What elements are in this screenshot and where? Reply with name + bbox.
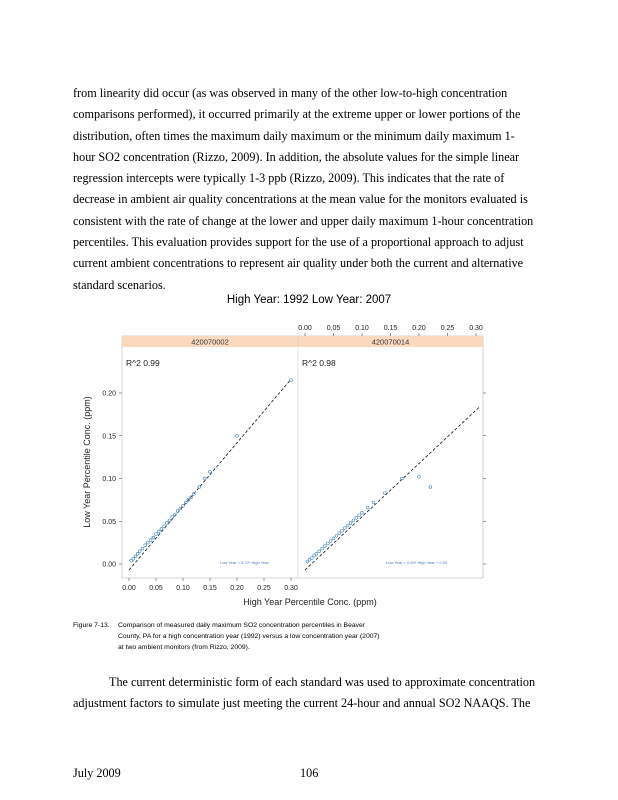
data-point bbox=[429, 486, 432, 489]
footer-date: July 2009 bbox=[73, 766, 121, 780]
data-point bbox=[346, 524, 349, 527]
data-point bbox=[366, 506, 369, 509]
fit-label: Low Year = 0.72* High Year bbox=[220, 560, 269, 565]
data-point bbox=[144, 544, 147, 547]
data-point bbox=[324, 545, 327, 548]
text-line: adjustment factors to simulate just meeting the current 24-hour and annual SO2 NAAQS. The bbox=[73, 696, 531, 711]
figure-title: High Year: 1992 Low Year: 2007 bbox=[226, 294, 392, 306]
caption-line: at two ambient monitors (from Rizzo, 2009). bbox=[118, 644, 250, 651]
text-line: current ambient concentrations to represent air quality under both the current and alternative bbox=[73, 256, 524, 271]
data-point bbox=[326, 542, 329, 545]
x-tick-label: 0.10 bbox=[176, 585, 190, 592]
top-x-tick-label: 0.30 bbox=[469, 325, 483, 332]
data-point bbox=[176, 510, 179, 513]
data-point bbox=[236, 434, 239, 437]
y-axis-label: Low Year Percentile Conc. (ppm) bbox=[82, 396, 92, 528]
caption-line: County, PA for a high concentration year (1992) versus a low concentration year (2007) bbox=[118, 633, 380, 640]
text-line: decrease in ambient air quality concentrations at the mean value for the monitors evaluated is bbox=[73, 192, 528, 207]
text-line: hour SO2 concentration (Rizzo, 2009). In addition, the absolute values for the simple linear bbox=[73, 149, 520, 164]
y-tick-label: 0.05 bbox=[102, 518, 116, 526]
data-point bbox=[138, 550, 141, 553]
data-point bbox=[163, 525, 166, 528]
data-point bbox=[372, 501, 375, 504]
y-tick-label: 0.00 bbox=[102, 561, 116, 569]
fit-label: Low Year = 0.60* High Year + 0.00 bbox=[386, 560, 448, 565]
top-x-tick-label: 0.05 bbox=[326, 325, 341, 332]
top-x-tick-label: 0.25 bbox=[440, 325, 455, 332]
data-point bbox=[361, 511, 364, 514]
data-point bbox=[209, 470, 212, 473]
data-point bbox=[332, 537, 335, 540]
data-point bbox=[165, 522, 168, 525]
data-point bbox=[349, 522, 352, 525]
data-point bbox=[134, 555, 137, 558]
data-point bbox=[344, 527, 347, 530]
text-line: The current deterministic form of each standard was used to approximate concentration bbox=[109, 675, 536, 689]
top-x-tick-label: 0.20 bbox=[412, 325, 426, 332]
data-point bbox=[310, 557, 313, 560]
data-point bbox=[141, 547, 144, 550]
plot-frame bbox=[122, 336, 483, 578]
data-point bbox=[160, 528, 163, 531]
r2-label: R^2 0.98 bbox=[302, 358, 336, 368]
figure-caption bbox=[73, 620, 553, 653]
top-x-tick-label: 0.00 bbox=[298, 325, 312, 332]
data-point bbox=[329, 540, 332, 543]
page-number: 106 bbox=[300, 766, 319, 780]
data-point bbox=[315, 552, 318, 555]
data-point bbox=[418, 475, 421, 478]
y-tick-label: 0.20 bbox=[102, 390, 116, 398]
data-point bbox=[318, 550, 321, 553]
x-tick-label: 0.05 bbox=[149, 585, 163, 592]
data-point bbox=[335, 534, 338, 537]
x-tick-label: 0.25 bbox=[257, 585, 271, 592]
body-paragraph-2 bbox=[73, 672, 551, 715]
data-point bbox=[168, 519, 171, 522]
data-point bbox=[171, 516, 174, 519]
data-point bbox=[321, 547, 324, 550]
top-x-tick-label: 0.15 bbox=[383, 325, 398, 332]
data-point bbox=[155, 533, 158, 536]
r2-label: R^2 0.99 bbox=[126, 358, 160, 368]
data-point bbox=[132, 557, 135, 560]
x-tick-label: 0.15 bbox=[203, 585, 217, 592]
x-tick-label: 0.00 bbox=[122, 585, 136, 592]
data-point bbox=[341, 529, 344, 532]
data-point bbox=[182, 504, 185, 507]
fit-line bbox=[129, 380, 290, 570]
top-x-tick-label: 0.10 bbox=[355, 325, 369, 332]
text-line: from linearity did occur (as was observed in many of the other low-to-high concentration bbox=[73, 86, 508, 100]
data-point bbox=[383, 492, 386, 495]
caption-label: Figure 7-13. bbox=[73, 622, 110, 629]
data-point bbox=[355, 516, 358, 519]
data-point bbox=[192, 492, 195, 495]
x-axis-label: High Year Percentile Conc. (ppm) bbox=[243, 597, 377, 607]
data-point bbox=[203, 477, 206, 480]
data-point bbox=[290, 379, 293, 382]
caption-line: Comparison of measured daily maximum SO2 concentration percentiles in Beaver bbox=[118, 622, 366, 629]
data-point bbox=[352, 519, 355, 522]
y-tick-label: 0.15 bbox=[102, 433, 116, 441]
data-point bbox=[358, 514, 361, 517]
x-tick-label: 0.30 bbox=[284, 585, 298, 592]
text-line: percentiles. This evaluation provides support for the use of a proportional approach to adjust bbox=[73, 235, 524, 250]
text-line: consistent with the rate of change at the lower and upper daily maximum 1-hour concentration bbox=[73, 213, 534, 228]
data-point bbox=[157, 530, 160, 533]
data-point bbox=[136, 552, 139, 555]
data-point bbox=[152, 536, 155, 539]
text-line: distribution, often times the maximum daily maximum or the minimum daily maximum 1- bbox=[73, 128, 515, 143]
x-tick-label: 0.20 bbox=[230, 585, 244, 592]
panel-strip-label: 420070014 bbox=[371, 337, 410, 347]
data-point bbox=[147, 541, 150, 544]
text-line: standard scenarios. bbox=[73, 277, 166, 292]
text-line: comparisons performed), it occurred primarily at the extreme upper or lower portions of the bbox=[73, 107, 521, 122]
text-line: regression intercepts were typically 1-3 ppb (Rizzo, 2009). This indicates that the rate of bbox=[73, 171, 505, 186]
panel-strip-label: 420070002 bbox=[191, 337, 229, 347]
fit-line bbox=[305, 407, 479, 570]
y-tick-label: 0.10 bbox=[102, 476, 116, 483]
data-point bbox=[198, 486, 201, 489]
data-point bbox=[149, 539, 152, 542]
data-point bbox=[338, 532, 341, 535]
